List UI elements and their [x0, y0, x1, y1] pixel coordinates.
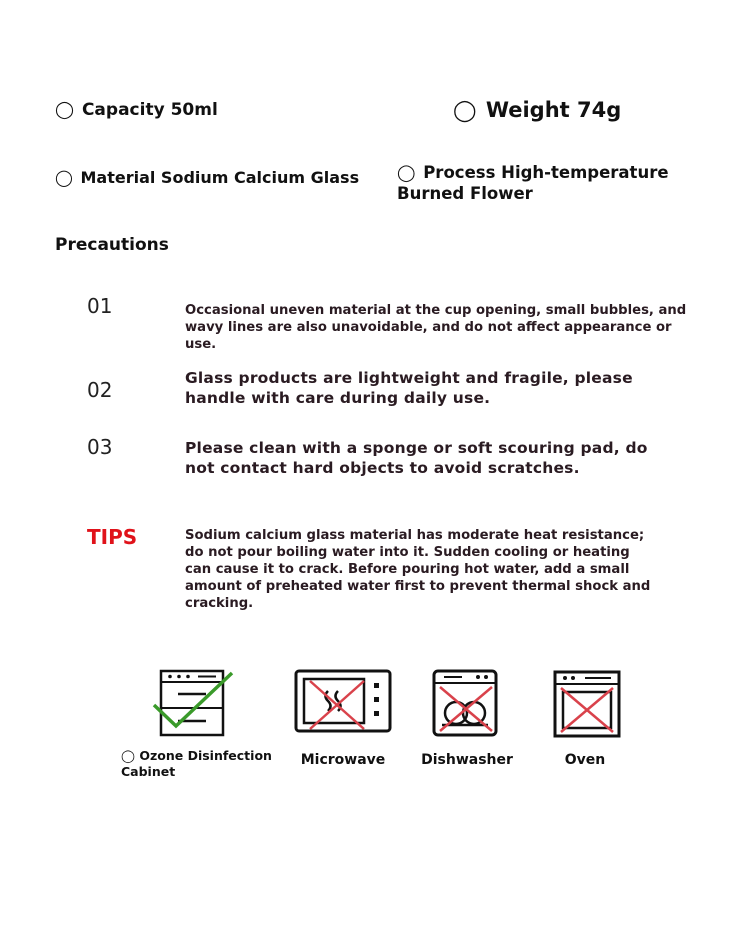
spec-weight-text: Weight 74g — [485, 98, 622, 122]
precaution-number: 01 — [87, 294, 113, 318]
spec-material — [55, 167, 359, 188]
precaution-text: Glass products are lightweight and fragile, please handle with care during daily use. — [185, 369, 633, 407]
spec-capacity — [55, 100, 218, 121]
spec-weight — [453, 100, 621, 121]
bullet-circle-icon: ◯ — [397, 163, 416, 182]
spec-process-line1: Process High-temperature — [423, 163, 669, 182]
bullet-circle-icon: ◯ — [121, 748, 135, 763]
spec-process-line2: Burned Flower — [397, 184, 533, 203]
precautions-title: Precautions — [55, 235, 169, 255]
dishwasher-label: Dishwasher — [421, 752, 513, 768]
microwave-icon — [294, 669, 392, 735]
tips-label: TIPS — [87, 525, 138, 549]
oven-icon — [553, 670, 621, 738]
bullet-circle-icon: ◯ — [55, 168, 73, 187]
precaution-number: 02 — [87, 378, 113, 402]
bullet-circle-icon: ◯ — [453, 98, 477, 122]
precaution-text: Please clean with a sponge or soft scouring pad, do not contact hard objects to avoid scratches. — [185, 439, 648, 477]
dishwasher-icon — [432, 669, 498, 737]
spec-process — [397, 162, 669, 204]
spec-capacity-text: Capacity 50ml — [81, 100, 218, 120]
tips-text: Sodium calcium glass material has moderate heat resistance; do not pour boiling water into it. Sudden cooling or heating can cause it to crack. Before pouring hot water, add a small amount of preheated water first to prevent thermal shock and cracking. — [185, 528, 651, 611]
ozone-cabinet-label: ◯ Ozone Disinfection Cabinet — [121, 748, 272, 779]
precaution-number: 03 — [87, 435, 113, 459]
microwave-label: Microwave — [300, 752, 386, 768]
ozone-cabinet-icon — [152, 668, 234, 738]
bullet-circle-icon: ◯ — [55, 100, 75, 120]
precaution-text: Occasional uneven material at the cup opening, small bubbles, and wavy lines are also unavoidable, and do not affect appearance or use. — [185, 303, 687, 352]
spec-material-text: Material Sodium Calcium Glass — [80, 168, 360, 187]
oven-label: Oven — [564, 752, 606, 768]
